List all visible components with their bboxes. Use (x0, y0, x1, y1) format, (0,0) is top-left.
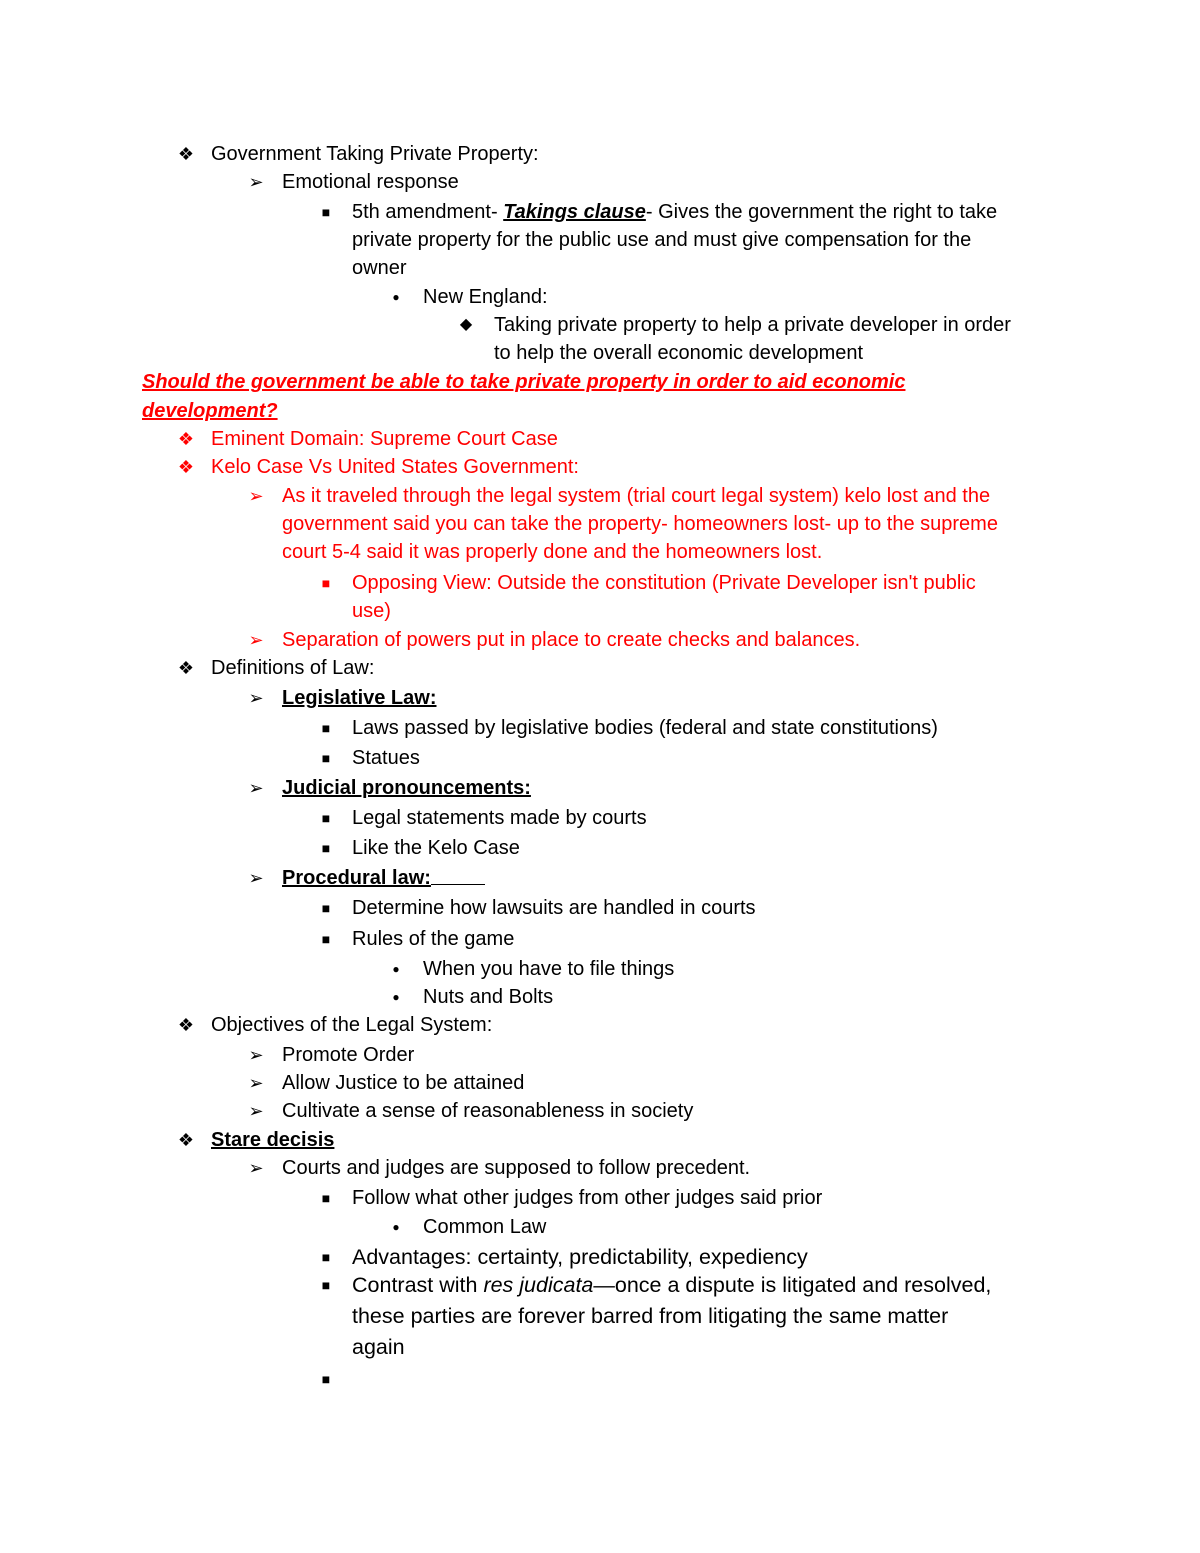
section-heading-government-taking: Government Taking Private Property: (211, 143, 539, 165)
list-item-continuation: court 5-4 said it was properly done and the homeowners lost. (282, 541, 823, 563)
list-item: New England: (423, 286, 548, 308)
subheading-judicial-pronouncements: Judicial pronouncements: (282, 777, 531, 799)
list-item-continuation: owner (352, 257, 407, 279)
dot-bullet-icon: ● (392, 990, 400, 1004)
fleuron-bullet-icon: ❖ (177, 429, 195, 449)
list-item: Nuts and Bolts (423, 986, 554, 1008)
dot-bullet-icon: ● (392, 962, 400, 976)
list-item: Promote Order (282, 1044, 415, 1066)
list-item: Rules of the game (352, 928, 515, 950)
list-item: Opposing View: Outside the constitution (Private Developer isn't public (352, 572, 976, 594)
dot-bullet-icon: ● (392, 290, 400, 304)
list-item: Laws passed by legislative bodies (federal and state constitutions) (352, 717, 938, 739)
section-heading-objectives: Objectives of the Legal System: (211, 1014, 493, 1036)
section-heading-definitions: Definitions of Law: (211, 657, 375, 679)
diamond-bullet-icon: ◆ (459, 316, 473, 333)
square-bullet-icon: ■ (321, 931, 331, 947)
square-bullet-icon: ■ (321, 1249, 331, 1265)
dot-bullet-icon: ● (392, 1220, 400, 1234)
list-item: Eminent Domain: Supreme Court Case (211, 428, 558, 450)
section-heading-stare-decisis: Stare decisis (211, 1129, 335, 1151)
fleuron-bullet-icon: ❖ (177, 144, 195, 164)
square-bullet-icon: ■ (321, 900, 331, 916)
square-bullet-icon: ■ (321, 575, 331, 591)
arrow-bullet-icon: ➢ (248, 630, 264, 650)
question-heading-continuation: development? (142, 400, 278, 422)
list-item: 5th amendment- Takings clause- Gives the government the right to take (352, 201, 998, 223)
list-item: As it traveled through the legal system (trial court legal system) kelo lost and the (282, 485, 991, 507)
list-item: Contrast with res judicata—once a dispute is litigated and resolved, (352, 1273, 992, 1297)
list-item-continuation: use) (352, 600, 391, 622)
fleuron-bullet-icon: ❖ (177, 658, 195, 678)
square-bullet-icon: ■ (321, 204, 331, 220)
takings-clause-term: Takings clause (503, 201, 646, 223)
arrow-bullet-icon: ➢ (248, 172, 264, 192)
arrow-bullet-icon: ➢ (248, 1158, 264, 1178)
list-item: Advantages: certainty, predictability, expediency (352, 1245, 808, 1269)
fleuron-bullet-icon: ❖ (177, 457, 195, 477)
square-bullet-icon: ■ (321, 1277, 331, 1293)
list-item: Taking private property to help a private developer in order (494, 314, 1011, 336)
arrow-bullet-icon: ➢ (248, 688, 264, 708)
fleuron-bullet-icon: ❖ (177, 1130, 195, 1150)
list-item: Common Law (423, 1216, 547, 1238)
square-bullet-icon: ■ (321, 720, 331, 736)
list-item: Legal statements made by courts (352, 807, 647, 829)
list-item: When you have to file things (423, 958, 675, 980)
subheading-legislative-law: Legislative Law: (282, 687, 437, 709)
list-item: Courts and judges are supposed to follow precedent. (282, 1157, 751, 1179)
square-bullet-icon: ■ (321, 1371, 331, 1387)
list-item: Like the Kelo Case (352, 837, 520, 859)
list-item: Cultivate a sense of reasonableness in society (282, 1100, 694, 1122)
list-item: Allow Justice to be attained (282, 1072, 525, 1094)
list-item: Separation of powers put in place to create checks and balances. (282, 629, 861, 651)
arrow-bullet-icon: ➢ (248, 1045, 264, 1065)
arrow-bullet-icon: ➢ (248, 778, 264, 798)
list-item-continuation: government said you can take the property- homeowners lost- up to the supreme (282, 513, 998, 535)
arrow-bullet-icon: ➢ (248, 1101, 264, 1121)
question-heading: Should the government be able to take private property in order to aid economic (142, 371, 906, 393)
list-item-continuation: private property for the public use and must give compensation for the (352, 229, 972, 251)
fleuron-bullet-icon: ❖ (177, 1015, 195, 1035)
arrow-bullet-icon: ➢ (248, 1073, 264, 1093)
list-item: Kelo Case Vs United States Government: (211, 456, 579, 478)
list-item: Statues (352, 747, 420, 769)
square-bullet-icon: ■ (321, 1190, 331, 1206)
list-item-continuation: these parties are forever barred from litigating the same matter (352, 1304, 949, 1328)
res-judicata-term: res judicata (483, 1273, 594, 1297)
list-item: Emotional response (282, 171, 459, 193)
list-item-continuation: to help the overall economic development (494, 342, 864, 364)
list-item: Follow what other judges from other judges said prior (352, 1187, 823, 1209)
subheading-procedural-law: Procedural law: (282, 864, 485, 892)
arrow-bullet-icon: ➢ (248, 486, 264, 506)
list-item: Determine how lawsuits are handled in courts (352, 897, 756, 919)
square-bullet-icon: ■ (321, 840, 331, 856)
arrow-bullet-icon: ➢ (248, 868, 264, 888)
square-bullet-icon: ■ (321, 810, 331, 826)
square-bullet-icon: ■ (321, 750, 331, 766)
list-item-continuation: again (352, 1335, 405, 1359)
